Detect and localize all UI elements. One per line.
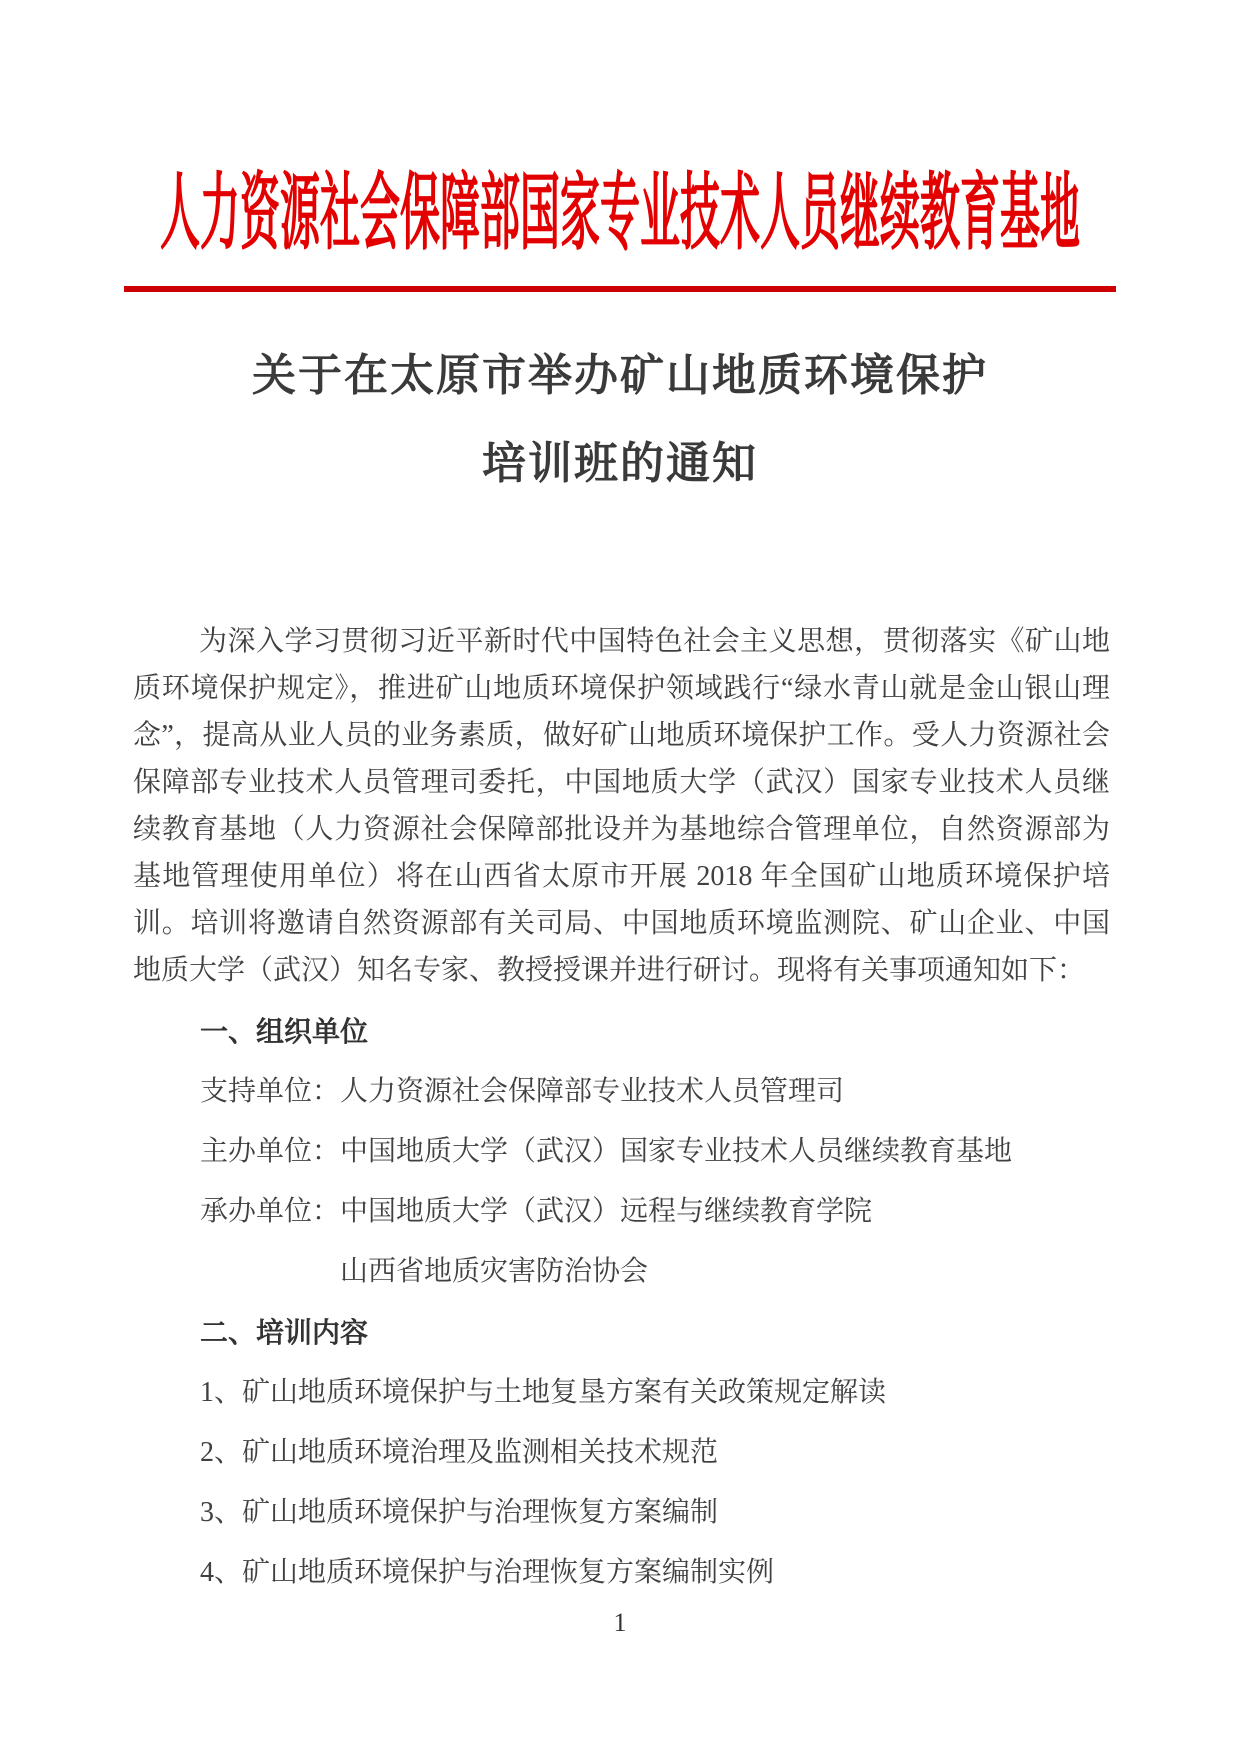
banner-title: 人力资源社会保障部国家专业技术人员继续教育基地 xyxy=(160,167,1080,261)
training-content-item-4: 4、矿山地质环境保护与治理恢复方案编制实例 xyxy=(200,1557,775,1588)
document-title-line1: 关于在太原市举办矿山地质环境保护 xyxy=(252,351,988,400)
org-line-host-unit: 主办单位：中国地质大学（武汉）国家专业技术人员继续教育基地 xyxy=(200,1136,1013,1167)
training-content-item-3: 3、矿山地质环境保护与治理恢复方案编制 xyxy=(200,1497,719,1528)
org-line-undertaking-unit: 承办单位：中国地质大学（武汉）远程与继续教育学院 xyxy=(200,1196,873,1227)
org-line-undertaking-unit-2: 山西省地质灾害防治协会 xyxy=(340,1256,649,1287)
org-line-support-unit: 支持单位：人力资源社会保障部专业技术人员管理司 xyxy=(200,1076,845,1107)
document-title xyxy=(0,332,1240,508)
red-divider-rule xyxy=(124,286,1116,292)
section-heading-organizers: 一、组织单位 xyxy=(200,1016,369,1047)
section-heading-training-content: 二、培训内容 xyxy=(200,1317,369,1348)
training-content-item-1: 1、矿山地质环境保护与土地复垦方案有关政策规定解读 xyxy=(200,1377,887,1408)
training-content-item-2: 2、矿山地质环境治理及监测相关技术规范 xyxy=(200,1437,719,1468)
header-banner xyxy=(0,0,1240,261)
page-number: 1 xyxy=(613,1608,627,1637)
document-title-line2: 培训班的通知 xyxy=(482,439,758,488)
intro-paragraph: 为深入学习贯彻习近平新时代中国特色社会主义思想，贯彻落实《矿山地质环境保护规定》，推进矿山地质环境保护领域践行“绿水青山就是金山银山理念”，提高从业人员的业务素质，做好矿山地质环境保护工作。受人力资源社会保障部专业技术人员管理司委托，中国地质大学（武汉）国家专业技术人员继续教育基地（人力资源社会保障部批设并为基地综合管理单位，自然资源部为基地管理使用单位）将在山西省太原市开展 2018 年全国矿山地质环境保护培训。培训将邀请自然资源部有关司局、中国地质环境监测院、矿山企业、中国地质大学（武汉）知名专家、教授授课并进行研讨。现将有关事项通知如下： xyxy=(133,626,1110,986)
